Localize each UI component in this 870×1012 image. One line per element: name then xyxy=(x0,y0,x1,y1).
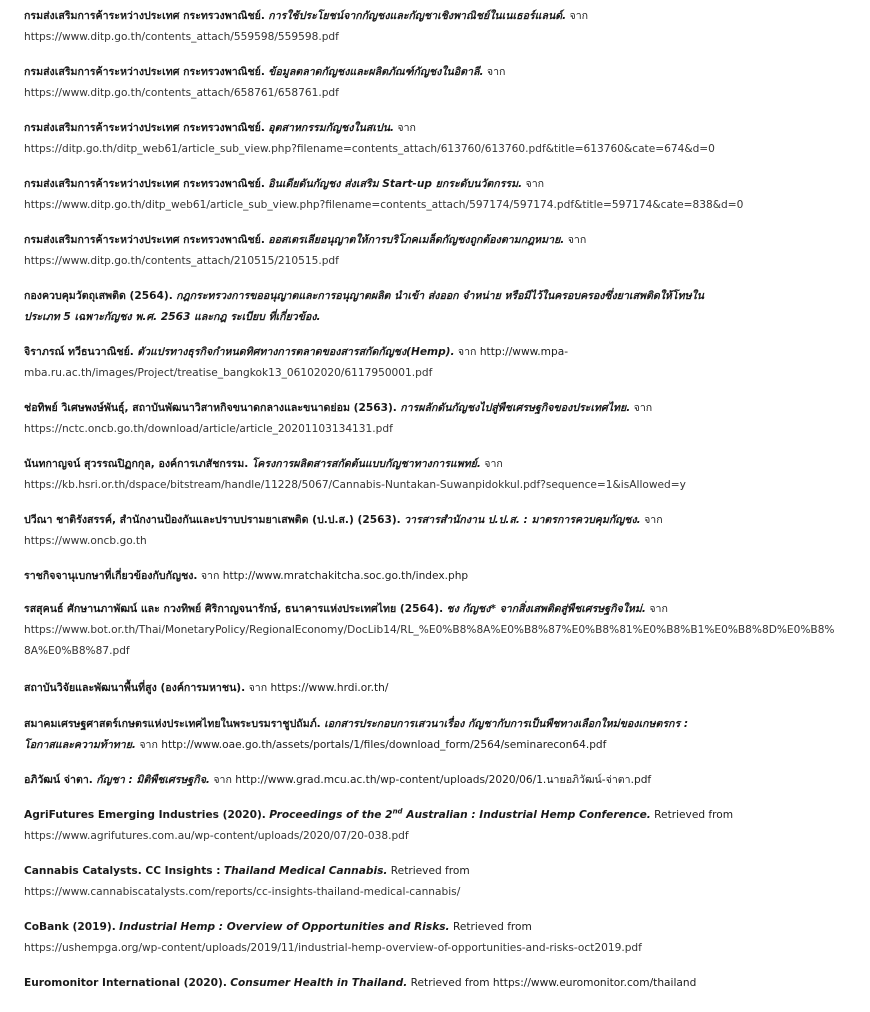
reference-url[interactable]: https://ditp.go.th/ditp_web61/article_sub_view.php?filename=contents_attach/613760/613760.pdf&title=613760&cate=674&d=0 xyxy=(24,143,715,155)
reference-title: กฎกระทรวงการขออนุญาตและการอนุญาตผลิต นำเข้า ส่งออก จำหน่าย หรือมีไว้ในครอบครองซึ่งยาเสพติดให้โทษใน xyxy=(176,290,704,302)
reference-suffix: จาก http://www.mratchakitcha.soc.go.th/index.php xyxy=(200,570,469,582)
reference-entry xyxy=(24,398,844,440)
reference-entry xyxy=(24,118,844,160)
reference-author: CoBank (2019). xyxy=(24,921,116,933)
reference-title: ชง กัญชง* จากสิ่งเสพติดสู่พืชเศรษฐกิจใหม่. xyxy=(446,603,646,615)
reference-title: Thailand Medical Cannabis. xyxy=(223,865,388,877)
reference-entry xyxy=(24,973,844,994)
reference-suffix: จาก xyxy=(649,603,668,615)
reference-author: ช่อทิพย์ วิเศษพงษ์พันธุ์, สถาบันพัฒนาวิสาหกิจขนาดกลางและขนาดย่อม (2563). xyxy=(24,402,397,414)
reference-entry xyxy=(24,917,844,959)
reference-url[interactable]: https://kb.hsri.or.th/dspace/bitstream/handle/11228/5067/Cannabis-Nuntakan-Suwanpidokkul.pdf?sequence=1&isAllowed=y xyxy=(24,479,686,491)
reference-title: เอกสารประกอบการเสวนาเรื่อง กัญชากับการเป็นพืชทางเลือกใหม่ของเกษตรกร : xyxy=(324,718,689,730)
reference-title: ออสเตรเลียอนุญาตให้การบริโภคเมล็ดกัญชงถูกต้องตามกฎหมาย. xyxy=(268,234,565,246)
reference-entry xyxy=(24,566,844,587)
reference-title: อุตสาหกรรมกัญชงในสเปน. xyxy=(268,122,394,134)
reference-title: การใช้ประโยชน์จากกัญชงและกัญชาเชิงพาณิชย์ในเนเธอร์แลนด์. xyxy=(268,10,567,22)
reference-entry xyxy=(24,510,844,552)
reference-url[interactable]: https://ushempga.org/wp-content/uploads/2019/11/industrial-hemp-overview-of-opportunities-and-risks-oct2019.pdf xyxy=(24,942,642,954)
reference-suffix: Retrieved from xyxy=(390,865,470,877)
reference-author: Cannabis Catalysts. CC Insights : xyxy=(24,865,221,877)
reference-author: กรมส่งเสริมการค้าระหว่างประเทศ กระทรวงพาณิชย์. xyxy=(24,122,265,134)
reference-suffix: จาก xyxy=(484,458,503,470)
reference-author: นันทกาญจน์ สุวรรณปิฏกกุล, องค์การเภสัชกรรม. xyxy=(24,458,249,470)
reference-suffix: จาก xyxy=(525,178,545,190)
reference-entry xyxy=(24,770,844,791)
reference-title: Industrial Hemp : Overview of Opportunities and Risks. xyxy=(119,921,450,933)
reference-url[interactable]: https://www.ditp.go.th/contents_attach/210515/210515.pdf xyxy=(24,255,339,267)
reference-entry xyxy=(24,805,844,847)
reference-author: กรมส่งเสริมการค้าระหว่างประเทศ กระทรวงพาณิชย์. xyxy=(24,178,265,190)
reference-suffix: จาก xyxy=(569,10,589,22)
reference-entry xyxy=(24,6,844,48)
reference-title: Consumer Health in Thailand. xyxy=(230,977,408,989)
reference-title: วารสารสำนักงาน ป.ป.ส. : มาตรการควบคุมกัญชง. xyxy=(404,514,641,526)
reference-url[interactable]: https://www.cannabiscatalysts.com/reports/cc-insights-thailand-medical-cannabis/ xyxy=(24,886,461,898)
reference-title-text: Proceedings of the 2 xyxy=(269,809,393,821)
reference-url[interactable]: https://www.agrifutures.com.au/wp-content/uploads/2020/07/20-038.pdf xyxy=(24,830,409,842)
reference-suffix: จาก http://www.mpa- xyxy=(457,346,569,358)
reference-url[interactable]: https://www.ditp.go.th/contents_attach/559598/559598.pdf xyxy=(24,31,339,43)
reference-entry xyxy=(24,454,844,496)
reference-author: กรมส่งเสริมการค้าระหว่างประเทศ กระทรวงพาณิชย์. xyxy=(24,66,265,78)
reference-author: รสสุคนธ์ ศักษานภาพัฒน์ และ กวงทิพย์ ศิริกาญจนารักษ์, ธนาคารแห่งประเทศไทย (2564). xyxy=(24,603,444,615)
reference-title: โครงการผลิตสารสกัดต้นแบบกัญชาทางการแพทย์. xyxy=(251,458,481,470)
reference-url[interactable]: https://www.ditp.go.th/contents_attach/658761/658761.pdf xyxy=(24,87,339,99)
reference-author: ราชกิจจานุเบกษาที่เกี่ยวข้องกับกัญชง. xyxy=(24,570,198,582)
reference-suffix: จาก xyxy=(486,66,506,78)
reference-author: ปวีณา ชาติรังสรรค์, สำนักงานป้องกันและปราบปรามยาเสพติด (ป.ป.ส.) (2563). xyxy=(24,514,401,526)
reference-title-continued: โอกาสและความท้าทาย. xyxy=(24,739,136,751)
reference-author: อภิวัฒน์ จ่าตา. xyxy=(24,774,93,786)
ordinal-superscript: nd xyxy=(392,807,403,816)
reference-entry xyxy=(24,286,844,328)
reference-entry xyxy=(24,678,844,699)
reference-title-text: Australian : Industrial Hemp Conference. xyxy=(402,809,651,821)
reference-author: กรมส่งเสริมการค้าระหว่างประเทศ กระทรวงพาณิชย์. xyxy=(24,234,265,246)
reference-title: กัญชา : มิติพืชเศรษฐกิจ. xyxy=(96,774,210,786)
reference-entry xyxy=(24,342,844,384)
reference-author: กรมส่งเสริมการค้าระหว่างประเทศ กระทรวงพาณิชย์. xyxy=(24,10,265,22)
reference-author: กองควบคุมวัตถุเสพติด (2564). xyxy=(24,290,173,302)
reference-author: สถาบันวิจัยและพัฒนาพื้นที่สูง (องค์การมหาชน). xyxy=(24,682,246,694)
reference-entry xyxy=(24,230,844,272)
reference-url[interactable]: https://www.ditp.go.th/ditp_web61/article_sub_view.php?filename=contents_attach/597174/597174.pdf&title=597174&cate=838&d=0 xyxy=(24,199,744,211)
reference-title: การผลักดันกัญชงไปสู่พืชเศรษฐกิจของประเทศไทย. xyxy=(400,402,631,414)
reference-suffix: จาก http://www.oae.go.th/assets/portals/1/files/download_form/2564/seminarecon64.pdf xyxy=(139,739,607,751)
reference-title: อินเดียดันกัญชง ส่งเสริม Start-up ยกระดับนวัตกรรม. xyxy=(268,178,523,190)
reference-suffix: Retrieved from xyxy=(654,809,734,821)
reference-suffix: จาก https://www.hrdi.or.th/ xyxy=(248,682,389,694)
reference-entry xyxy=(24,599,844,662)
reference-suffix: จาก xyxy=(633,402,653,414)
reference-url[interactable]: mba.ru.ac.th/images/Project/treatise_bangkok13_06102020/6117950001.pdf xyxy=(24,367,433,379)
reference-suffix: จาก xyxy=(567,234,587,246)
reference-url[interactable]: https://www.oncb.go.th xyxy=(24,535,147,547)
reference-suffix: จาก xyxy=(397,122,416,134)
reference-title-continued: ประเภท 5 เฉพาะกัญชง พ.ศ. 2563 และกฎ ระเบียบ ที่เกี่ยวข้อง. xyxy=(24,311,321,323)
reference-url[interactable]: https://nctc.oncb.go.th/download/article/article_20201103134131.pdf xyxy=(24,423,393,435)
reference-entry xyxy=(24,714,844,756)
reference-author: จิราภรณ์ ทวีธนวาณิชย์. xyxy=(24,346,134,358)
reference-author: AgriFutures Emerging Industries (2020). xyxy=(24,809,266,821)
reference-suffix: จาก http://www.grad.mcu.ac.th/wp-content/uploads/2020/06/1.นายอภิวัฒน์-จ่าตา.pdf xyxy=(213,774,652,786)
reference-author: สมาคมเศรษฐศาสตร์เกษตรแห่งประเทศไทยในพระบรมราชูปถัมภ์. xyxy=(24,718,321,730)
reference-url[interactable]: https://www.bot.or.th/Thai/MonetaryPolicy/RegionalEconomy/DocLib14/RL_%E0%B8%8A%E0%B8%87%E0%B8%81%E0%B8%B1%E0%B8%8D%E0%B8% xyxy=(24,624,835,636)
reference-author: Euromonitor International (2020). xyxy=(24,977,227,989)
reference-title xyxy=(269,809,651,821)
reference-entry xyxy=(24,62,844,104)
reference-url-continued[interactable]: 8A%E0%B8%87.pdf xyxy=(24,645,130,657)
reference-suffix: จาก xyxy=(644,514,663,526)
reference-suffix: Retrieved from xyxy=(452,921,532,933)
reference-suffix: Retrieved from https://www.euromonitor.com/thailand xyxy=(410,977,697,989)
reference-title: ตัวแปรทางธุรกิจกำหนดทิศทางการตลาดของสารสกัดกัญชง(Hemp). xyxy=(137,346,455,358)
reference-entry xyxy=(24,174,844,216)
reference-title: ข้อมูลตลาดกัญชงและผลิตภัณฑ์กัญชงในอิตาลี. xyxy=(268,66,484,78)
reference-entry xyxy=(24,861,844,903)
